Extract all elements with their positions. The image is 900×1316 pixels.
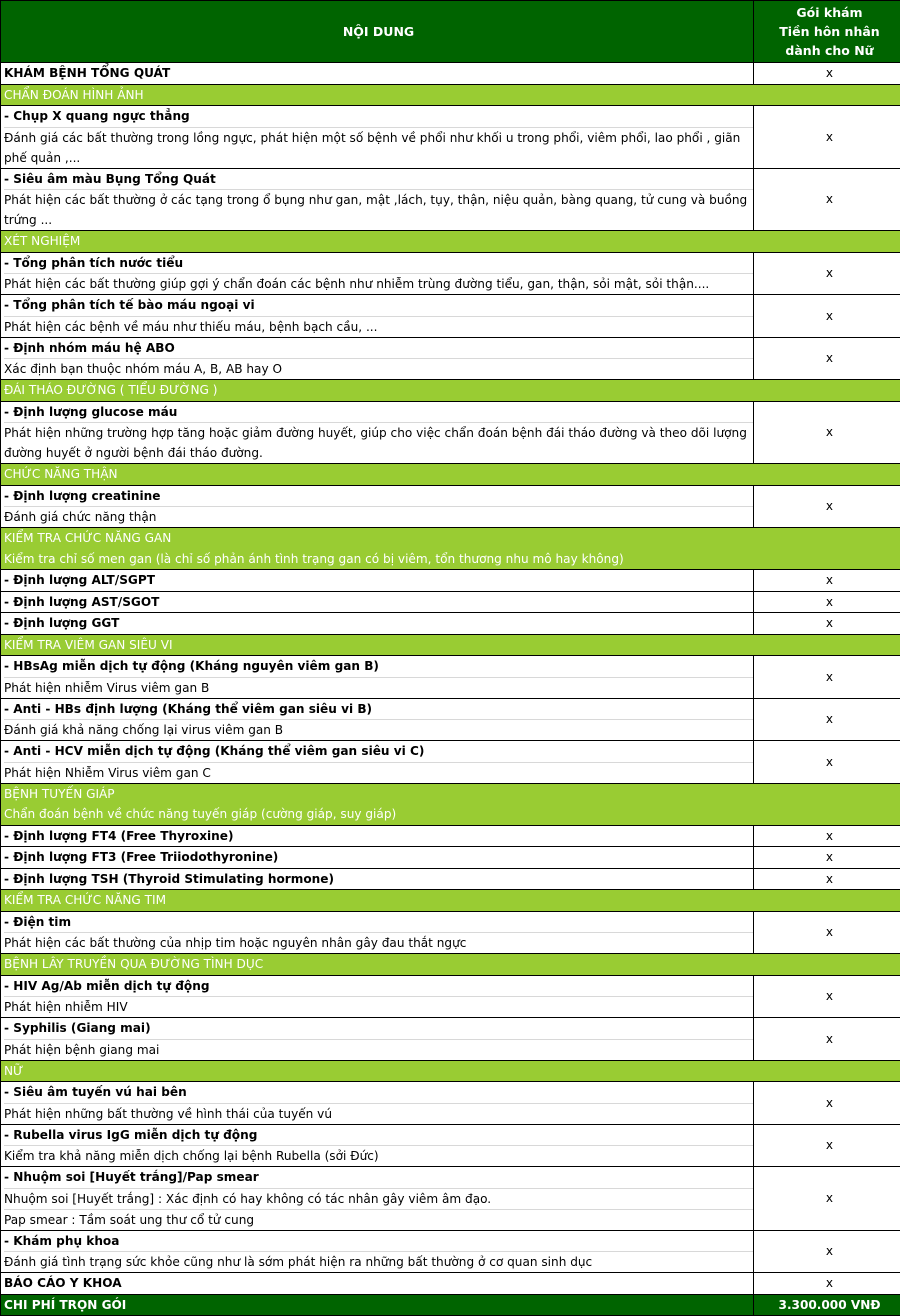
table-row xyxy=(1,591,900,613)
item-description: Pap smear : Tầm soát ung thư cổ tử cung xyxy=(4,1209,753,1230)
item-title: - Tổng phân tích tế bào máu ngoại vi xyxy=(4,295,753,316)
included-mark: x xyxy=(754,252,900,295)
section-header-row xyxy=(1,1060,900,1082)
section-subtitle: Kiểm tra chỉ số men gan (là chỉ số phản ánh tình trạng gan có bị viêm, tổn thương nhu mô hay không) xyxy=(4,549,900,570)
included-mark: x xyxy=(754,591,900,613)
item-cell xyxy=(1,485,754,528)
item-title: - Khám phụ khoa xyxy=(4,1231,753,1252)
section-header-row xyxy=(1,84,900,106)
item-description: Đánh giá các bất thường trong lồng ngực, phát hiện một số bệnh về phổi như khối u trong phổi, viêm phổi, lao phổi , giãn phế quản ,... xyxy=(4,127,753,168)
included-mark: x xyxy=(754,1018,900,1061)
item-cell xyxy=(1,252,754,295)
section-title: KIỂM TRA VIÊM GAN SIÊU VI xyxy=(1,634,900,656)
item-title: BÁO CÁO Y KHOA xyxy=(4,1273,753,1294)
included-mark: x xyxy=(754,825,900,847)
total-price-value: 3.300.000 VNĐ xyxy=(754,1294,900,1316)
section-header-row xyxy=(1,380,900,402)
item-cell xyxy=(1,1230,754,1273)
included-mark: x xyxy=(754,1273,900,1295)
item-title: - Siêu âm tuyến vú hai bên xyxy=(4,1082,753,1103)
item-title: - Định lượng creatinine xyxy=(4,486,753,507)
included-mark: x xyxy=(754,975,900,1018)
included-mark: x xyxy=(754,168,900,231)
item-title: - Định lượng TSH (Thyroid Stimulating hormone) xyxy=(4,869,753,890)
item-title: - Anti - HBs định lượng (Kháng thể viêm gan siêu vi B) xyxy=(4,699,753,720)
item-cell xyxy=(1,847,754,869)
table-row xyxy=(1,295,900,338)
item-description: Phát hiện những trường hợp tăng hoặc giảm đường huyết, giúp cho việc chẩn đoán bệnh đái tháo đường và theo dõi lượng đường huyết ở người bệnh đái tháo đường. xyxy=(4,422,753,463)
included-mark: x xyxy=(754,847,900,869)
section-cell xyxy=(1,783,900,825)
total-price-row xyxy=(1,1294,900,1316)
section-title: CHỨC NĂNG THẬN xyxy=(1,464,900,486)
table-row xyxy=(1,1230,900,1273)
included-mark: x xyxy=(754,911,900,954)
table-row xyxy=(1,1018,900,1061)
table-row xyxy=(1,1167,900,1231)
item-description: Xác định bạn thuộc nhóm máu A, B, AB hay O xyxy=(4,358,753,379)
table-row xyxy=(1,485,900,528)
table-header xyxy=(1,1,900,63)
section-header-row xyxy=(1,634,900,656)
included-mark: x xyxy=(754,63,900,85)
included-mark: x xyxy=(754,106,900,169)
item-title: - Định nhóm máu hệ ABO xyxy=(4,338,753,359)
section-header-row xyxy=(1,231,900,253)
table-row xyxy=(1,847,900,869)
item-cell xyxy=(1,106,754,169)
item-cell xyxy=(1,911,754,954)
item-cell xyxy=(1,168,754,231)
table-row xyxy=(1,168,900,231)
item-cell xyxy=(1,1167,754,1231)
item-title: - Rubella virus IgG miễn dịch tự động xyxy=(4,1125,753,1146)
item-title: - Định lượng ALT/SGPT xyxy=(4,570,753,591)
header-package-line2: Tiền hôn nhân xyxy=(754,22,900,41)
item-description: Phát hiện nhiễm HIV xyxy=(4,996,753,1017)
table-row xyxy=(1,698,900,741)
included-mark: x xyxy=(754,613,900,635)
included-mark: x xyxy=(754,337,900,380)
item-description: Đánh giá tình trạng sức khỏe cũng như là sớm phát hiện ra những bất thường ở cơ quan sinh dục xyxy=(4,1251,753,1272)
table-row xyxy=(1,975,900,1018)
header-package-line3: dành cho Nữ xyxy=(754,41,900,60)
section-header-row xyxy=(1,954,900,976)
item-title: - Anti - HCV miễn dịch tự động (Kháng thể viêm gan siêu vi C) xyxy=(4,741,753,762)
total-price-label: CHI PHÍ TRỌN GÓI xyxy=(1,1294,754,1316)
section-cell xyxy=(1,528,900,570)
table-row xyxy=(1,337,900,380)
included-mark: x xyxy=(754,401,900,464)
included-mark: x xyxy=(754,485,900,528)
table-row xyxy=(1,252,900,295)
item-description: Đánh giá chức năng thận xyxy=(4,506,753,527)
item-cell xyxy=(1,741,754,784)
item-cell xyxy=(1,1273,754,1295)
header-content-label: NỘI DUNG xyxy=(1,1,754,63)
item-description: Nhuộm soi [Huyết trắng] : Xác định có hay không có tác nhân gây viêm âm đạo. xyxy=(4,1188,753,1209)
table-row xyxy=(1,613,900,635)
item-title: - Định lượng AST/SGOT xyxy=(4,592,753,613)
included-mark: x xyxy=(754,1167,900,1231)
included-mark: x xyxy=(754,868,900,890)
included-mark: x xyxy=(754,1124,900,1167)
item-title: - HIV Ag/Ab miễn dịch tự động xyxy=(4,976,753,997)
section-title: KIỂM TRA CHỨC NĂNG TIM xyxy=(1,890,900,912)
section-title: BỆNH TUYẾN GIÁP xyxy=(4,784,900,805)
section-title: ĐÁI THÁO ĐƯỜNG ( TIỂU ĐƯỜNG ) xyxy=(1,380,900,402)
item-cell xyxy=(1,1124,754,1167)
item-description: Phát hiện nhiễm Virus viêm gan B xyxy=(4,677,753,698)
table-row xyxy=(1,1082,900,1125)
item-title: - Định lượng GGT xyxy=(4,613,753,634)
item-cell xyxy=(1,613,754,635)
item-description: Phát hiện Nhiễm Virus viêm gan C xyxy=(4,762,753,783)
table-row xyxy=(1,106,900,169)
header-package-line1: Gói khám xyxy=(754,3,900,22)
item-cell xyxy=(1,401,754,464)
table-row xyxy=(1,1273,900,1295)
table-row xyxy=(1,741,900,784)
item-cell xyxy=(1,656,754,699)
table-row xyxy=(1,401,900,464)
item-title: - Định lượng FT4 (Free Thyroxine) xyxy=(4,826,753,847)
item-description: Phát hiện các bất thường của nhịp tim hoặc nguyên nhân gây đau thắt ngực xyxy=(4,932,753,953)
item-cell xyxy=(1,975,754,1018)
included-mark: x xyxy=(754,698,900,741)
item-cell xyxy=(1,1018,754,1061)
table-row xyxy=(1,570,900,592)
item-title: - Chụp X quang ngực thẳng xyxy=(4,106,753,127)
section-title: BỆNH LÂY TRUYỀN QUA ĐƯỜNG TÌNH DỤC xyxy=(1,954,900,976)
included-mark: x xyxy=(754,1082,900,1125)
item-title: - Nhuộm soi [Huyết trắng]/Pap smear xyxy=(4,1167,753,1188)
item-description: Kiểm tra khả năng miễn dịch chống lại bệnh Rubella (sởi Đức) xyxy=(4,1145,753,1166)
section-title: CHẨN ĐOÁN HÌNH ẢNH xyxy=(1,84,900,106)
item-description: Đánh giá khả năng chống lại virus viêm gan B xyxy=(4,719,753,740)
item-cell xyxy=(1,337,754,380)
section-title: KIỂM TRA CHỨC NĂNG GAN xyxy=(4,528,900,549)
item-cell xyxy=(1,698,754,741)
item-title: - Syphilis (Giang mai) xyxy=(4,1018,753,1039)
item-cell xyxy=(1,591,754,613)
section-title: XÉT NGHIỆM xyxy=(1,231,900,253)
item-title: - Siêu âm màu Bụng Tổng Quát xyxy=(4,169,753,190)
table-row xyxy=(1,656,900,699)
item-title: - Tổng phân tích nước tiểu xyxy=(4,253,753,274)
item-cell xyxy=(1,295,754,338)
item-cell xyxy=(1,825,754,847)
item-cell xyxy=(1,63,754,85)
section-header-row xyxy=(1,890,900,912)
section-title: NỮ xyxy=(1,1060,900,1082)
item-title: - Định lượng FT3 (Free Triiodothyronine) xyxy=(4,847,753,868)
table-row xyxy=(1,63,900,85)
header-package-label xyxy=(754,1,900,63)
included-mark: x xyxy=(754,570,900,592)
included-mark: x xyxy=(754,656,900,699)
item-description: Phát hiện những bất thường về hình thái của tuyến vú xyxy=(4,1103,753,1124)
item-cell xyxy=(1,570,754,592)
table-row xyxy=(1,868,900,890)
item-title: - HBsAg miễn dịch tự động (Kháng nguyên viêm gan B) xyxy=(4,656,753,677)
item-title: - Định lượng glucose máu xyxy=(4,402,753,423)
item-description: Phát hiện các bất thường giúp gợi ý chẩn đoán các bệnh như nhiễm trùng đường tiểu, gan, thận, sỏi mật, sỏi thận.... xyxy=(4,273,753,294)
section-header-row xyxy=(1,528,900,570)
item-cell xyxy=(1,868,754,890)
item-description: Phát hiện các bất thường ở các tạng trong ổ bụng như gan, mật ,lách, tụy, thận, niệu quản, bàng quang, tử cung và buồng trứng ... xyxy=(4,189,753,230)
item-title: KHÁM BỆNH TỔNG QUÁT xyxy=(4,63,753,84)
table-row xyxy=(1,911,900,954)
section-subtitle: Chẩn đoán bệnh về chức năng tuyến giáp (cường giáp, suy giáp) xyxy=(4,804,900,825)
table-row xyxy=(1,825,900,847)
section-header-row xyxy=(1,783,900,825)
included-mark: x xyxy=(754,295,900,338)
item-cell xyxy=(1,1082,754,1125)
included-mark: x xyxy=(754,741,900,784)
item-description: Phát hiện bệnh giang mai xyxy=(4,1039,753,1060)
included-mark: x xyxy=(754,1230,900,1273)
section-header-row xyxy=(1,464,900,486)
item-title: - Điện tim xyxy=(4,912,753,933)
item-description: Phát hiện các bệnh về máu như thiếu máu, bệnh bạch cầu, ... xyxy=(4,316,753,337)
table-row xyxy=(1,1124,900,1167)
